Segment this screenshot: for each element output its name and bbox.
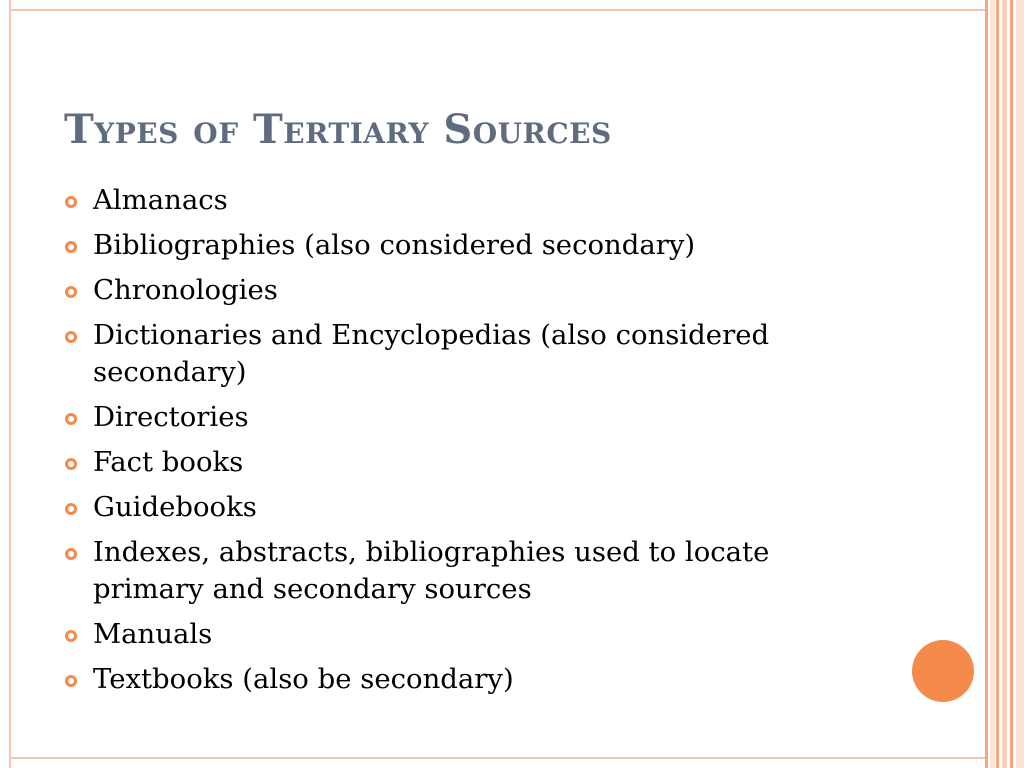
circle-bullet-icon [65, 458, 77, 470]
bullet-text: Directories [93, 401, 249, 433]
bullet-text: Guidebooks [93, 491, 257, 523]
frame-top-line [9, 9, 985, 11]
circle-bullet-icon [65, 331, 77, 343]
bullet-list [64, 182, 864, 706]
bullet-item [64, 182, 864, 219]
bullet-item [64, 227, 864, 264]
bullet-item [64, 489, 864, 526]
bullet-text: Textbooks (also be secondary) [93, 663, 514, 695]
decorative-stripe [990, 0, 995, 768]
bullet-item [64, 534, 864, 608]
bullet-text: Indexes, abstracts, bibliographies used to locate primary and secondary sources [93, 536, 770, 605]
bullet-text: Fact books [93, 446, 244, 478]
bullet-item [64, 399, 864, 436]
bullet-text: Almanacs [93, 184, 228, 216]
circle-bullet-icon [65, 241, 77, 253]
decorative-stripe [996, 0, 999, 768]
decorative-stripe [985, 0, 988, 768]
bullet-text: Chronologies [93, 274, 278, 306]
bullet-item [64, 616, 864, 653]
circle-bullet-icon [65, 413, 77, 425]
circle-bullet-icon [65, 675, 77, 687]
bullet-text: Manuals [93, 618, 213, 650]
decorative-stripe [1016, 0, 1024, 768]
circle-bullet-icon [65, 630, 77, 642]
accent-circle [912, 640, 974, 702]
decorative-stripe [1010, 0, 1013, 768]
bullet-item [64, 272, 864, 309]
bullet-item [64, 444, 864, 481]
decorative-stripe [1002, 0, 1007, 768]
frame-left-line [9, 0, 11, 768]
frame-bottom-line [9, 757, 985, 759]
circle-bullet-icon [65, 286, 77, 298]
bullet-text: Dictionaries and Encyclopedias (also considered secondary) [93, 319, 770, 388]
slide-title: Types of Tertiary Sources [64, 106, 612, 153]
bullet-text: Bibliographies (also considered secondary) [93, 229, 696, 261]
circle-bullet-icon [65, 196, 77, 208]
circle-bullet-icon [65, 503, 77, 515]
bullet-item [64, 661, 864, 698]
bullet-item [64, 317, 864, 391]
circle-bullet-icon [65, 548, 77, 560]
